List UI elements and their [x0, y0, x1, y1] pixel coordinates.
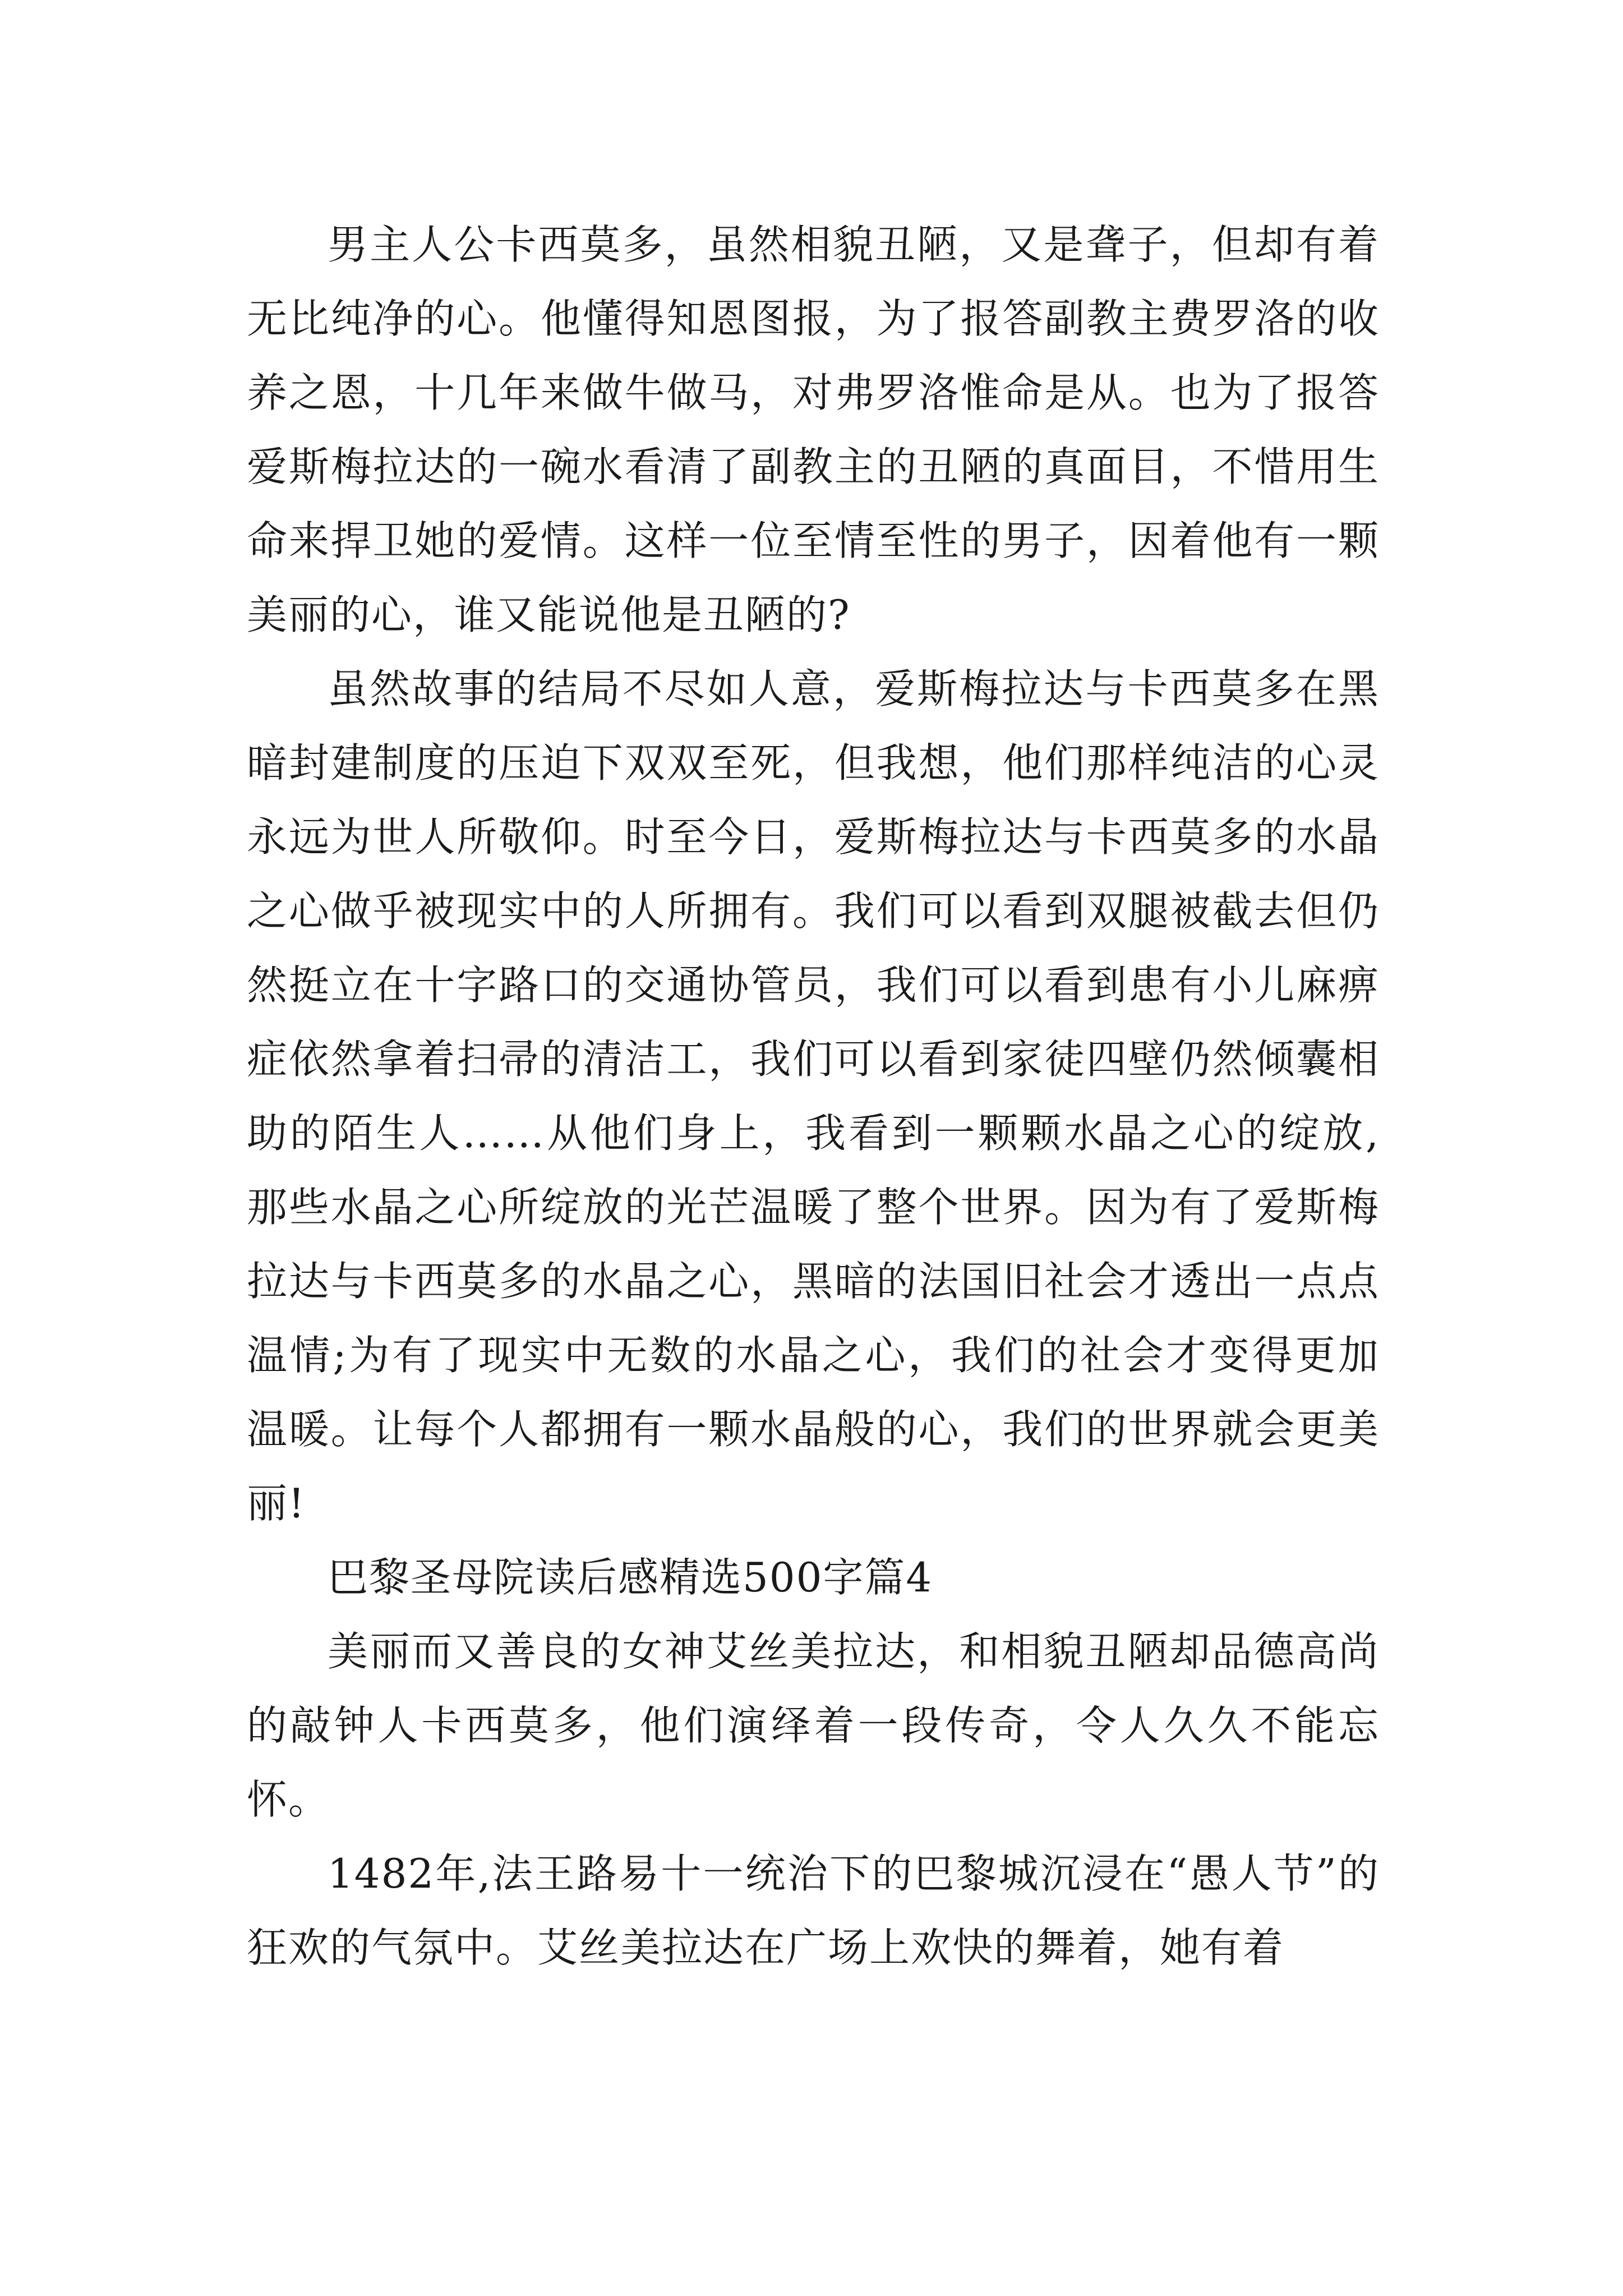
document-body	[247, 208, 1380, 1985]
paragraph-esmeralda-intro: 美丽而又善良的女神艾丝美拉达，和相貌丑陋却品德高尚的敲钟人卡西莫多，他们演绎着一段传奇，令人久久不能忘怀。	[247, 1628, 1380, 1823]
section-heading: 巴黎圣母院读后感精选500字篇4	[328, 1554, 933, 1601]
paragraph-quasimodo-heart: 男主人公卡西莫多，虽然相貌丑陋，又是聋子，但却有着无比纯净的心。他懂得知恩图报，为了报答副教主费罗洛的收养之恩，十几年来做牛做马，对弗罗洛惟命是从。也为了报答爱斯梅拉达的一碗水看清了副教主的丑陋的真面目，不惜用生命来捍卫她的爱情。这样一位至情至性的男子，因着他有一颗美丽的心，谁又能说他是丑陋的?	[247, 221, 1380, 638]
paragraph-crystal-hearts: 虽然故事的结局不尽如人意，爱斯梅拉达与卡西莫多在黑暗封建制度的压迫下双双至死，但我想，他们那样纯洁的心灵永远为世人所敬仰。时至今日，爱斯梅拉达与卡西莫多的水晶之心做乎被现实中的人所拥有。我们可以看到双腿被截去但仍然挺立在十字路口的交通协管员，我们可以看到患有小儿麻痹症依然拿着扫帚的清洁工，我们可以看到家徒四壁仍然倾囊相助的陌生人……从他们身上，我看到一颗颗水晶之心的绽放,那些水晶之心所绽放的光芒温暖了整个世界。因为有了爱斯梅拉达与卡西莫多的水晶之心，黑暗的法国旧社会才透出一点点温情;为有了现实中无数的水晶之心，我们的社会才变得更加温暖。让每个人都拥有一颗水晶般的心，我们的世界就会更美丽!	[247, 665, 1380, 1527]
paragraph-1482-festival: 1482年,法王路易十一统治下的巴黎城沉浸在“愚人节”的狂欢的气氛中。艾丝美拉达在广场上欢快的舞着，她有着	[247, 1850, 1380, 1971]
